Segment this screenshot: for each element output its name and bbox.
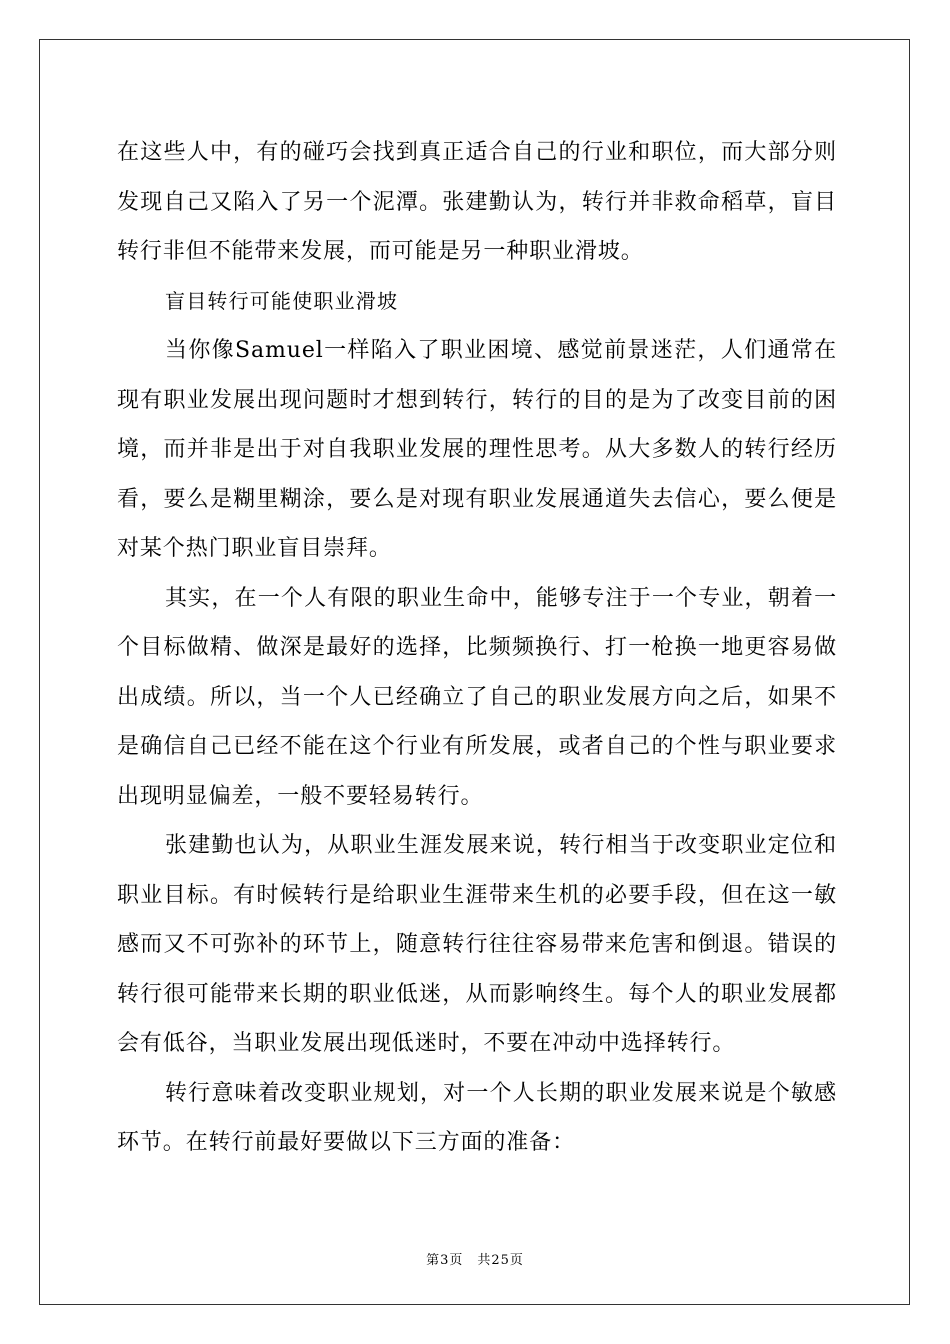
paragraph-3: 当你像Samuel一样陷入了职业困境、感觉前景迷茫，人们通常在现有职业发展出现问题时才想到转行，转行的目的是为了改变目前的困境，而并非是出于对自我职业发展的理性思考。从大多数人的转行经历看，要么是糊里糊涂，要么是对现有职业发展通道失去信心，要么便是对某个热门职业盲目崇拜。 [117, 338, 837, 561]
paragraph-4: 其实，在一个人有限的职业生命中，能够专注于一个专业，朝着一个目标做精、做深是最好的选择，比频频换行、打一枪换一地更容易做出成绩。所以，当一个人已经确立了自己的职业发展方向之后，如果不是确信自己已经不能在这个行业有所发展，或者自己的个性与职业要求出现明显偏差，一般不要轻易转行。 [117, 585, 837, 809]
page-total: 共25页 [477, 1253, 524, 1268]
paragraph-1: 在这些人中，有的碰巧会找到真正适合自己的行业和职位，而大部分则发现自己又陷入了另一个泥潭。张建勤认为，转行并非救命稻草，盲目转行非但不能带来发展，而可能是另一种职业滑坡。 [117, 140, 837, 264]
page-number: 第3页 [426, 1253, 464, 1268]
section-heading: 盲目转行可能使职业滑坡 [165, 288, 399, 313]
paragraph-6: 转行意味着改变职业规划，对一个人长期的职业发展来说是个敏感环节。在转行前最好要做以下三方面的准备： [117, 1080, 837, 1155]
document-body [117, 128, 837, 1168]
paragraph-5: 张建勤也认为，从职业生涯发展来说，转行相当于改变职业定位和职业目标。有时候转行是给职业生涯带来生机的必要手段，但在这一敏感而又不可弥补的环节上，随意转行往往容易带来危害和倒退。错误的转行很可能带来长期的职业低迷，从而影响终生。每个人的职业发展都会有低谷，当职业发展出现低迷时，不要在冲动中选择转行。 [117, 833, 837, 1056]
page-footer [0, 1249, 950, 1268]
